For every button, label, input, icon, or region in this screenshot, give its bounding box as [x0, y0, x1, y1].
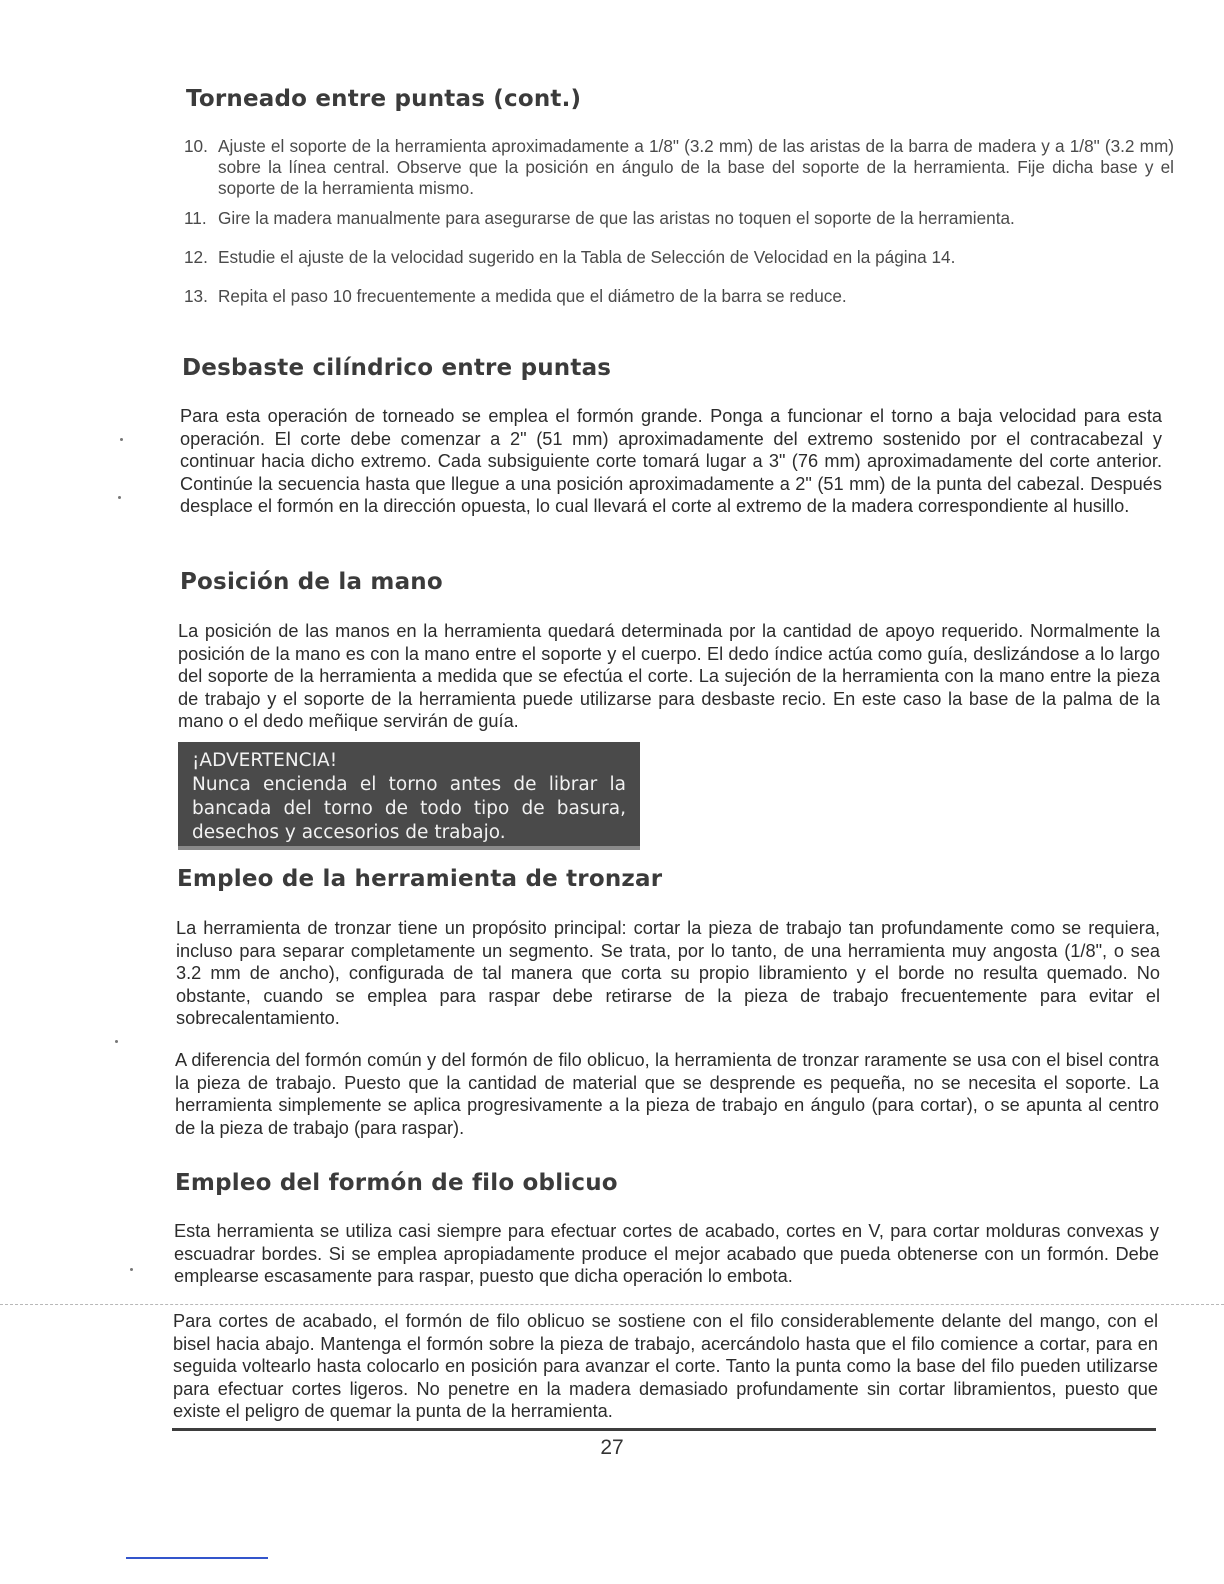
- scan-speck: [115, 1040, 118, 1043]
- scan-edge-line: [126, 1557, 268, 1559]
- section-heading-posicion: Posición de la mano: [180, 569, 443, 595]
- paragraph-tronzar-2: A diferencia del formón común y del formón de filo oblicuo, la herramienta de tronzar raramente se usa con el bisel contra la pieza de trabajo. Puesto que la cantidad de material que se desprende es pequeña, no se necesita el soporte. La herramienta simplemente se aplica progresivamente a la pieza de trabajo en ángulo (para cortar), o se apunta al centro de la pieza de trabajo (para raspar).: [175, 1050, 1159, 1138]
- paragraph-oblicuo-1: Esta herramienta se utiliza casi siempre para efectuar cortes de acabado, cortes en V, para cortar molduras convexas y escuadrar bordes. Si se emplea apropiadamente produce el mejor acabado que pueda obtenerse con un formón. Debe emplearse escasamente para raspar, puesto que dicha operación lo embota.: [174, 1221, 1159, 1287]
- scan-speck: [118, 496, 121, 499]
- section-heading-torneado: Torneado entre puntas (cont.): [186, 86, 582, 112]
- step-text: Estudie el ajuste de la velocidad sugerido en la Tabla de Selección de Velocidad en la página 14.: [218, 247, 956, 267]
- list-item: [184, 286, 1174, 307]
- list-item: [184, 136, 1174, 199]
- paragraph-tronzar-1: La herramienta de tronzar tiene un propósito principal: cortar la pieza de trabajo tan profundamente como se requiera, incluso para separar completamente un segmento. Se trata, por lo tanto, de una herramienta muy angosta (1/8", o sea 3.2 mm de ancho), configurada de tal manera que corta su propio libramiento y el borde no resulta quemado. No obstante, cuando se emplea para raspar debe retirarse de la pieza de trabajo frecuentemente para evitar el sobrecalentamiento.: [176, 918, 1160, 1029]
- section-heading-tronzar: Empleo de la herramienta de tronzar: [177, 866, 663, 892]
- section-heading-oblicuo: Empleo del formón de filo oblicuo: [175, 1170, 618, 1196]
- scan-speck: [130, 1268, 133, 1271]
- page-number: 27: [600, 1436, 624, 1459]
- steps-list: [184, 136, 1174, 307]
- step-number: 10.: [184, 136, 208, 156]
- paragraph-posicion: La posición de las manos en la herramienta quedará determinada por la cantidad de apoyo requerido. Normalmente la posición de la mano es con la mano entre el soporte y el cuerpo. El dedo índice actúa como guía, deslizándose a lo largo del soporte de la herramienta a medida que se efectúa el corte. La sujeción de la herramienta con la mano entre la pieza de trabajo y el soporte de la herramienta puede utilizarse para desbaste recio. En este caso la base de la palma de la mano o el dedo meñique servirán de guía.: [178, 621, 1160, 732]
- step-number: 13.: [184, 286, 208, 306]
- paragraph-desbaste: Para esta operación de torneado se emplea el formón grande. Ponga a funcionar el torno a baja velocidad para esta operación. El corte debe comenzar a 2" (51 mm) aproximadamente del extremo sostenido por el contracabezal y continuar hacia dicho extremo. Cada subsiguiente corte tomará lugar a 3" (76 mm) aproximadamente del corte anterior. Continúe la secuencia hasta que llegue a una posición aproximadamente a 2" (51 mm) de la punta del cabezal. Después desplace el formón en la dirección opuesta, lo cual llevará el corte al extremo de la madera correspondiente al husillo.: [180, 406, 1162, 517]
- list-item: [184, 208, 1174, 229]
- footer-rule: [172, 1428, 1156, 1431]
- warning-text: Nunca encienda el torno antes de librar la bancada del torno de todo tipo de basura, desechos y accesorios de trabajo.: [192, 774, 626, 843]
- section-heading-desbaste: Desbaste cilíndrico entre puntas: [182, 355, 612, 381]
- scan-speck: [120, 438, 123, 441]
- paragraph-oblicuo-2: Para cortes de acabado, el formón de filo oblicuo se sostiene con el filo considerablemente delante del mango, con el bisel hacia abajo. Mantenga el formón sobre la pieza de trabajo, acercándolo hasta que el filo comience a cortar, para en seguida voltearlo hasta colocarlo en posición para avanzar el corte. Tanto la punta como la base del filo pueden utilizarse para efectuar cortes ligeros. No penetre en la madera demasiado profundamente sin cortar libramientos, puesto que existe el peligro de quemar la punta de la herramienta.: [173, 1311, 1158, 1422]
- step-text: Ajuste el soporte de la herramienta aproximadamente a 1/8" (3.2 mm) de las aristas de la barra de madera y a 1/8" (3.2 mm) sobre la línea central. Observe que la posición en ángulo de la base del soporte de la herramienta. Fije dicha base y el soporte de la herramienta mismo.: [218, 136, 1174, 198]
- warning-title: ¡ADVERTENCIA!: [192, 750, 338, 771]
- step-text: Gire la madera manualmente para asegurarse de que las aristas no toquen el soporte de la herramienta.: [218, 208, 1015, 228]
- scan-fold-line: [0, 1304, 1224, 1305]
- warning-box: [178, 742, 640, 850]
- step-number: 12.: [184, 247, 208, 267]
- step-number: 11.: [184, 208, 207, 228]
- list-item: [184, 247, 1174, 268]
- step-text: Repita el paso 10 frecuentemente a medida que el diámetro de la barra se reduce.: [218, 286, 847, 306]
